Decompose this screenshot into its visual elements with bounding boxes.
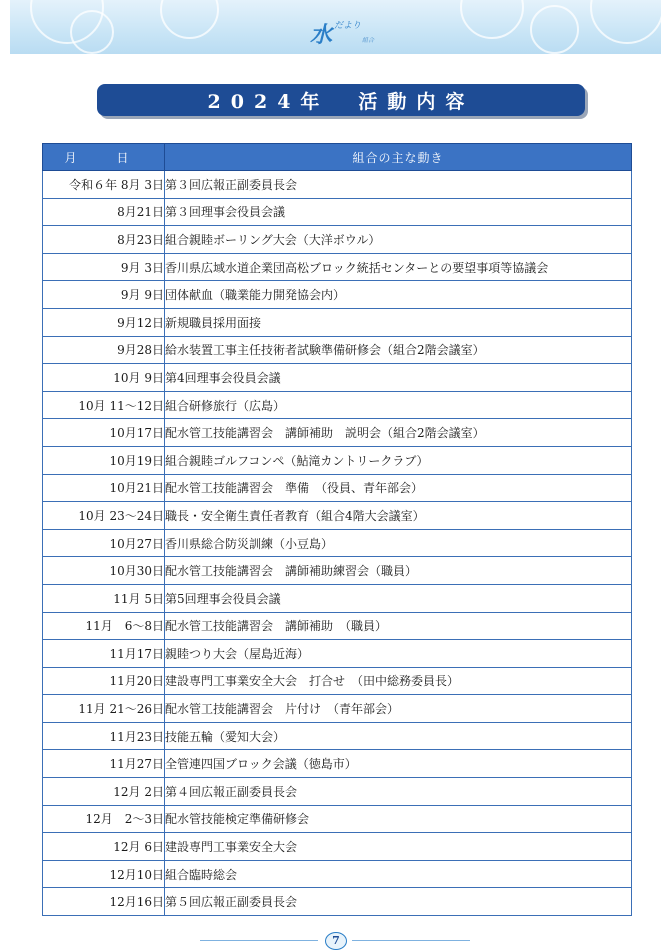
table-row xyxy=(43,364,632,392)
row-event: 組合親睦ボーリング大会（大洋ボウル） xyxy=(165,226,632,254)
table-header-row xyxy=(43,144,632,171)
row-event: 新規職員採用面接 xyxy=(165,308,632,336)
row-date: 9月12日 xyxy=(43,308,165,336)
row-date: 10月30日 xyxy=(43,557,165,585)
table-row xyxy=(43,171,632,199)
table-row xyxy=(43,253,632,281)
row-date: 10月 9日 xyxy=(43,364,165,392)
table-row xyxy=(43,612,632,640)
row-event: 配水管工技能講習会 講師補助練習会（職員） xyxy=(165,557,632,585)
header-banner xyxy=(10,0,661,54)
table-row xyxy=(43,805,632,833)
row-event: 全管連四国ブロック会議（徳島市） xyxy=(165,750,632,778)
row-event: 組合臨時総会 xyxy=(165,860,632,888)
page-number: 7 xyxy=(325,932,347,950)
table-row xyxy=(43,198,632,226)
column-header-date: 月 日 xyxy=(43,144,165,171)
row-date: 11月 6～8日 xyxy=(43,612,165,640)
row-date: 11月17日 xyxy=(43,640,165,668)
table-row xyxy=(43,446,632,474)
row-event: 組合親睦ゴルフコンペ（鮎滝カントリークラブ） xyxy=(165,446,632,474)
row-event: 第5回理事会役員会議 xyxy=(165,584,632,612)
row-event: 技能五輪（愛知大会） xyxy=(165,722,632,750)
row-event: 第３回広報正副委員長会 xyxy=(165,171,632,199)
row-event: 第４回広報正副委員長会 xyxy=(165,778,632,806)
table-row xyxy=(43,722,632,750)
table-row xyxy=(43,557,632,585)
table-row xyxy=(43,529,632,557)
row-event: 給水装置工事主任技術者試験準備研修会（組合2階会議室） xyxy=(165,336,632,364)
row-date: 12月 6日 xyxy=(43,833,165,861)
row-event: 香川県総合防災訓練（小豆島） xyxy=(165,529,632,557)
row-event: 香川県広域水道企業団高松ブロック統括センターとの要望事項等協議会 xyxy=(165,253,632,281)
table-row xyxy=(43,833,632,861)
row-date: 8月21日 xyxy=(43,198,165,226)
logo-script-text: だより xyxy=(334,21,362,31)
table-row xyxy=(43,888,632,916)
table-row xyxy=(43,308,632,336)
table-row xyxy=(43,860,632,888)
row-date: 9月 9日 xyxy=(43,281,165,309)
table-row xyxy=(43,667,632,695)
row-date: 12月 2～3日 xyxy=(43,805,165,833)
row-date: 9月28日 xyxy=(43,336,165,364)
activity-rows xyxy=(43,171,632,916)
row-date: 11月27日 xyxy=(43,750,165,778)
table-row xyxy=(43,778,632,806)
row-event: 建設専門工事業安全大会 xyxy=(165,833,632,861)
logo-main-text: 水 xyxy=(310,22,333,48)
row-date: 12月10日 xyxy=(43,860,165,888)
row-date: 12月16日 xyxy=(43,888,165,916)
row-date: 12月 2日 xyxy=(43,778,165,806)
row-date: 10月19日 xyxy=(43,446,165,474)
table-row xyxy=(43,584,632,612)
table-row xyxy=(43,474,632,502)
row-event: 配水管工技能講習会 片付け （青年部会） xyxy=(165,695,632,723)
row-date: 10月21日 xyxy=(43,474,165,502)
footer-line-right xyxy=(352,940,470,941)
row-event: 団体献血（職業能力開発協会内） xyxy=(165,281,632,309)
table-row xyxy=(43,750,632,778)
row-event: 第4回理事会役員会議 xyxy=(165,364,632,392)
row-event: 組合研修旅行（広島） xyxy=(165,391,632,419)
row-event: 親睦つり大会（屋島近海） xyxy=(165,640,632,668)
row-date: 11月 5日 xyxy=(43,584,165,612)
page-title-bar xyxy=(97,84,585,116)
row-event: 職長・安全衛生責任者教育（組合4階大会議室） xyxy=(165,502,632,530)
row-date: 8月23日 xyxy=(43,226,165,254)
footer-line-left xyxy=(200,940,318,941)
row-event: 建設専門工事業安全大会 打合せ （田中総務委員長） xyxy=(165,667,632,695)
table-row xyxy=(43,419,632,447)
row-date: 令和６年 8月 3日 xyxy=(43,171,165,199)
newsletter-logo xyxy=(310,18,390,48)
table-row xyxy=(43,281,632,309)
row-date: 10月 11～12日 xyxy=(43,391,165,419)
row-event: 配水管工技能講習会 講師補助 説明会（組合2階会議室） xyxy=(165,419,632,447)
table-row xyxy=(43,695,632,723)
row-date: 10月27日 xyxy=(43,529,165,557)
row-event: 配水管工技能講習会 講師補助 （職員） xyxy=(165,612,632,640)
row-event: 配水管技能検定準備研修会 xyxy=(165,805,632,833)
row-event: 配水管工技能講習会 準備 （役員、青年部会） xyxy=(165,474,632,502)
column-header-event: 組合の主な動き xyxy=(165,144,632,171)
row-date: 10月 23～24日 xyxy=(43,502,165,530)
row-date: 9月 3日 xyxy=(43,253,165,281)
row-date: 11月 21～26日 xyxy=(43,695,165,723)
row-date: 11月20日 xyxy=(43,667,165,695)
row-event: 第５回広報正副委員長会 xyxy=(165,888,632,916)
row-date: 11月23日 xyxy=(43,722,165,750)
row-date: 10月17日 xyxy=(43,419,165,447)
table-row xyxy=(43,226,632,254)
table-row xyxy=(43,640,632,668)
table-row xyxy=(43,336,632,364)
logo-sub-text: 組合 xyxy=(362,37,375,44)
table-row xyxy=(43,391,632,419)
activity-table xyxy=(42,143,632,916)
page-title: 2024年 活動内容 xyxy=(207,90,475,113)
row-event: 第３回理事会役員会議 xyxy=(165,198,632,226)
table-row xyxy=(43,502,632,530)
